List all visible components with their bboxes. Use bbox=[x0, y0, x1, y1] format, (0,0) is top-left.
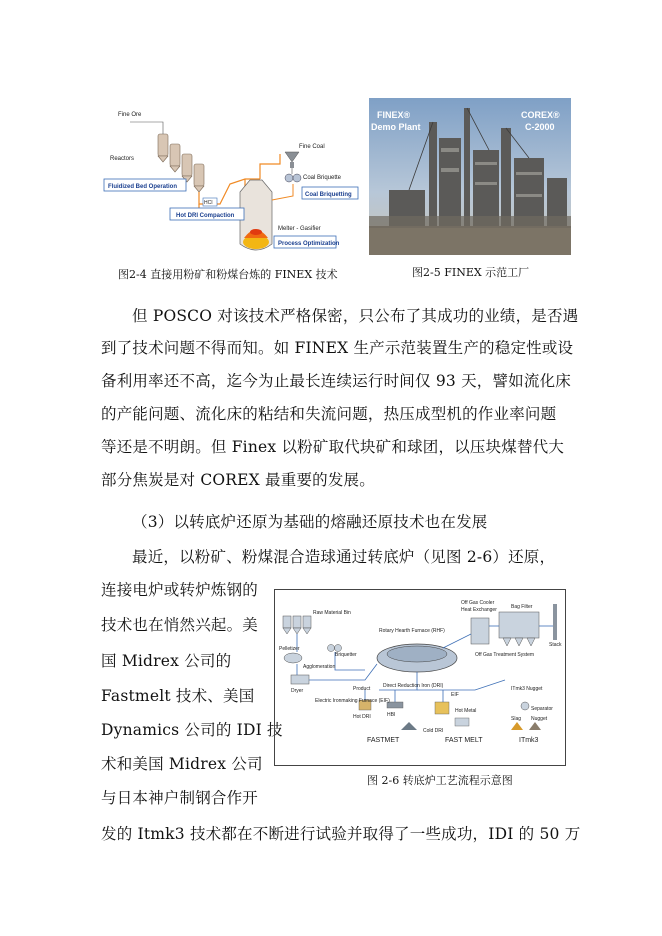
label-hot-dri-compaction: Hot DRI Compaction bbox=[176, 213, 235, 219]
label-process-optimization: Process Optimization bbox=[278, 241, 340, 247]
body-p1-line-5: 等还是不明朗。但 Finex 以粉矿取代块矿和球团，以压块煤替代大 bbox=[101, 438, 565, 456]
label-eif: EIF bbox=[451, 692, 459, 698]
caption-figure-2-5: 图2-5 FINEX 示范工厂 bbox=[412, 266, 530, 279]
label-reactors: Reactors bbox=[110, 156, 135, 162]
caption-figure-2-6: 图 2-6 转底炉工艺流程示意图 bbox=[367, 774, 513, 787]
label-itmk3-nugget: ITmk3 Nugget bbox=[511, 686, 543, 692]
figure-2-5-photo bbox=[369, 98, 571, 255]
label-eif-full: Electric Ironmaking Furnace (EIF) bbox=[315, 698, 390, 704]
body-p2-left-7: 与日本神户制钢合作开 bbox=[101, 789, 259, 807]
body-p2-left-6: 术和美国 Midrex 公司 bbox=[101, 755, 263, 773]
label-nugget: Nugget bbox=[531, 716, 548, 722]
body-p2-left-2: 技术也在悄然兴起。美 bbox=[101, 616, 259, 634]
label-product: Product bbox=[353, 686, 371, 692]
label-coal-briquette: Coal Briquette bbox=[303, 175, 342, 181]
body-p1-line-3: 备利用率还不高，迄今为止最长连续运行时间仅 93 天，譬如流化床 bbox=[101, 372, 571, 390]
body-p1-line-1: 但 POSCO 对该技术严格保密，只公布了其成功的业绩，是否遇 bbox=[132, 307, 579, 325]
figure-2-4 bbox=[100, 104, 362, 262]
label-rhf: Rotary Hearth Furnace (RHF) bbox=[379, 628, 445, 634]
label-melter-gasifier: Melter - Gasifier bbox=[278, 226, 321, 232]
body-p2-last-line: 发的 Itmk3 技术都在不断进行试验并取得了一些成功，IDI 的 50 万 bbox=[101, 825, 581, 843]
photo-label-demo-plant: Demo Plant bbox=[371, 122, 421, 132]
label-agglomeration: Agglomeration bbox=[303, 664, 336, 670]
label-fluidized-bed: Fluidized Bed Operation bbox=[108, 184, 178, 190]
label-heat-exchanger: Heat Exchanger bbox=[461, 607, 497, 613]
finex-process-diagram bbox=[100, 104, 362, 262]
label-off-gas-cooler: Off Gas Cooler bbox=[461, 600, 495, 606]
body-p2-left-1: 连接电炉或转炉炼钢的 bbox=[101, 581, 259, 599]
label-stack: Stack bbox=[549, 642, 562, 648]
label-raw-material-bin: Raw Material Bin bbox=[313, 610, 351, 616]
plant-photo-illustration bbox=[369, 98, 571, 255]
label-itmk3: ITmk3 bbox=[519, 737, 539, 744]
label-separator: Separator bbox=[531, 706, 553, 712]
body-p2-first-line: 最近，以粉矿、粉煤混合造球通过转底炉（见图 2-6）还原， bbox=[132, 548, 556, 566]
label-hbi: HBI bbox=[387, 712, 396, 718]
label-hot-metal: Hot Metal bbox=[455, 708, 477, 714]
label-hci: HCI bbox=[204, 200, 213, 206]
body-p1-line-6: 部分焦炭是对 COREX 最重要的发展。 bbox=[101, 471, 375, 489]
label-bag-filter: Bag Filter bbox=[511, 604, 533, 610]
label-slag: Slag bbox=[511, 716, 522, 722]
label-hot-dri: Hot DRI bbox=[353, 714, 371, 720]
photo-label-finex: FINEX® bbox=[377, 110, 411, 120]
rhf-process-diagram bbox=[275, 590, 565, 765]
label-fastmelt: FAST MELT bbox=[445, 737, 483, 744]
figure-2-6 bbox=[274, 589, 566, 787]
label-dri: Direct Reduction Iron (DRI) bbox=[383, 683, 444, 689]
photo-label-corex: COREX® bbox=[521, 110, 560, 120]
label-cold-dri: Cold DRI bbox=[423, 728, 444, 734]
body-p2-left-5: Dynamics 公司的 IDI 技 bbox=[101, 721, 283, 739]
label-fine-coal: Fine Coal bbox=[299, 144, 325, 150]
body-p2-left-3: 国 Midrex 公司的 bbox=[101, 652, 232, 670]
label-off-gas-treatment: Off Gas Treatment System bbox=[475, 652, 535, 658]
label-briquetter: Briquetter bbox=[335, 652, 357, 658]
section-heading-3: （3）以转底炉还原为基础的熔融还原技术也在发展 bbox=[132, 513, 488, 531]
label-dryer: Dryer bbox=[291, 688, 304, 694]
body-p1-line-4: 的产能问题、流化床的粘结和失流问题，热压成型机的作业率问题 bbox=[101, 405, 557, 423]
label-fine-ore: Fine Ore bbox=[118, 112, 142, 118]
label-pelletizer: Pelletizer bbox=[279, 646, 300, 652]
label-fastmet: FASTMET bbox=[367, 737, 400, 744]
photo-label-c2000: C-2000 bbox=[525, 122, 555, 132]
label-coal-briquetting: Coal Briquetting bbox=[305, 192, 352, 198]
body-p2-left-4: Fastmelt 技术、美国 bbox=[101, 687, 255, 705]
body-p1-line-2: 到了技术问题不得而知。如 FINEX 生产示范装置生产的稳定性或设 bbox=[101, 339, 574, 357]
caption-figure-2-4: 图2-4 直接用粉矿和粉煤台炼的 FINEX 技术 bbox=[118, 268, 338, 281]
